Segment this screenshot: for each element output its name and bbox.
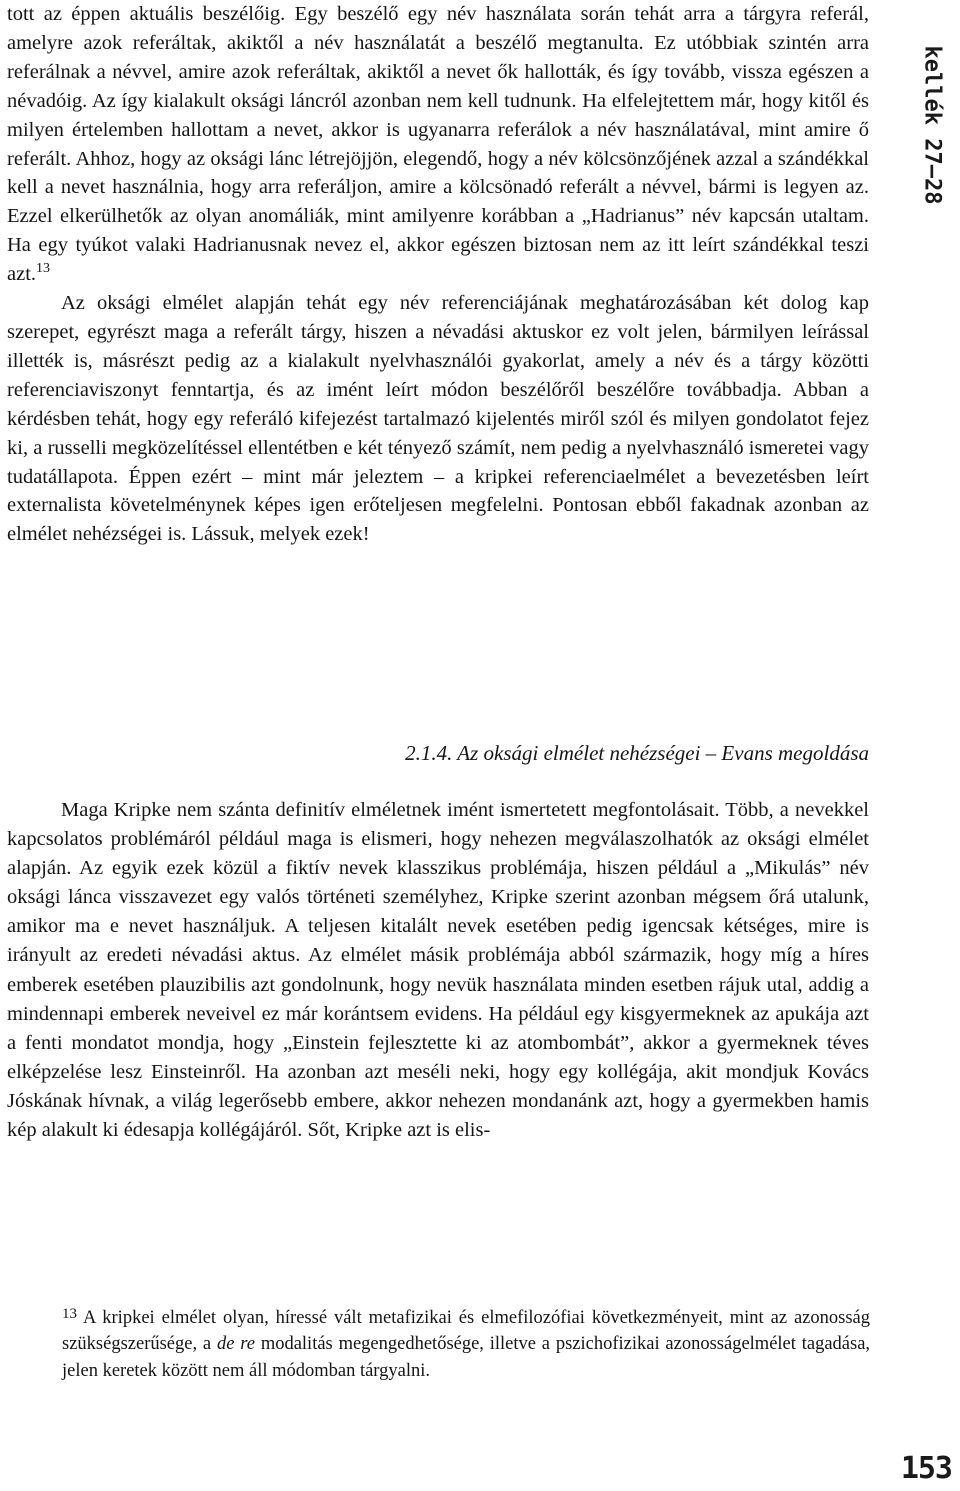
paragraph-text: tott az éppen aktuális beszélőig. Egy beszélő egy név használata során tehát arra a tárgyra referál, amelyre azok referáltak, akiktől a név használatát a beszélő megtanulta. Ez utóbbiak szintén arra referálnak a névvel, amire azok referáltak, akiktől a nevet ők hallották, és így tovább, vissza egészen a névadóig. Az így kialakult oksági láncról azonban nem kell tudnunk. Ha elfelejtettem már, hogy kitől és milyen értelemben hallottam a nevet, akkor is ugyanarra referálok a név használatával, mint amire ő referált. Ahhoz, hogy az oksági lánc létrejöjjön, elegendő, hogy a név kölcsönzőjének azzal a szándékkal kell a nevet használnia, hogy arra referáljon, amire a kölcsönadó referált a névvel, bármi is legyen az. Ezzel elkerülhetők az olyan anomáliák, mint amilyenre korábban a „Hadrianus” név kapcsán utaltam. Ha egy tyúkot valaki Hadrianusnak nevez el, akkor egészen biztosan nem az itt leírt szándékkal teszi azt. [7, 3, 869, 286]
footnote-text-a: A kripkei elmélet olyan, híressé vált metafizikai és elmefilozófiai következményeit, mint az azonosság szükségszerűsége, a [62, 1308, 870, 1355]
footnote-text-b: modalitás megengedhetősége, illetve a pszichofizikai azonosságelmélet tagadása, jelen keretek között nem áll módomban tárgyalni. [62, 1334, 871, 1381]
page-number: 153 [900, 1451, 952, 1486]
paragraph-continued [7, 0, 869, 289]
running-head-text: kellék 27–28 [919, 45, 945, 205]
section-body [7, 796, 869, 1145]
body-text [7, 0, 869, 549]
footnote-text [62, 1301, 870, 1384]
running-head [912, 30, 952, 220]
paragraph: Az oksági elmélet alapján tehát egy név referenciájának meghatározásában két dolog kap szerepet, egyrészt maga a referált tárgy, hiszen a névadási aktuskor ez volt jelen, bármilyen leírással illették is, másrészt pedig az a kialakult nyelvhasználói gyakorlat, amely a név és a tárgy közötti referenciaviszonyt fenntartja, és az imént leírt módon beszélőről beszélőre továbbadja. Abban a kérdésben tehát, hogy egy referáló kifejezést tartalmazó kijelentés miről szól és milyen gondolatot fejez ki, a russelli megközelítéssel ellentétben e két tényező számít, nem pedig a nyelvhasználó ismeretei vagy tudatállapota. Éppen ezért – mint már jeleztem – a kripkei referenciaelmélet a bevezetésben leírt externalista követelménynek képes igen erőteljesen megfelelni. Pontosan ebből fakadnak azonban az elmélet nehézségei is. Lássuk, melyek ezek! [7, 292, 869, 546]
footnote-number: 13 [62, 1306, 77, 1322]
footnote [62, 1301, 870, 1384]
section-heading: 2.1.4. Az oksági elmélet nehézségei – Evans megoldása [405, 741, 869, 765]
footnote-reference[interactable]: 13 [36, 261, 51, 277]
footnote-italic: de re [216, 1334, 255, 1355]
paragraph: Maga Kripke nem szánta definitív elméletnek imént ismertetett megfontolásait. Több, a nevekkel kapcsolatos problémáról például maga is elismeri, hogy nehezen megválaszolhatók az oksági elmélet alapján. Az egyik ezek közül a fiktív nevek klasszikus problémája, hiszen például a „Mikulás” név oksági lánca visszavezet egy valós történeti személyhez, Kripke szerint azonban mégsem őrá utalunk, amikor ma e nevet használjuk. A teljesen kitalált nevek esetében pedig igencsak kétséges, mire is irányult az eredeti névadási aktus. Az elmélet másik problémája abból származik, hogy míg a híres emberek esetében plauzibilis azt gondolnunk, hogy nevük használata minden esetben rájuk utal, addig a mindennapi emberek neveivel ez már korántsem evidens. Ha például egy kisgyermeknek az apukája azt a fenti mondatot mondja, hogy „Einstein fejlesztette ki az atombombát”, akkor a gyermeknek téves elképzelése lesz Einsteinről. Ha azonban azt meséli neki, hogy egy kollégája, akit mondjuk Kovács Jóskának hívnak, a világ legerősebb embere, akkor nehezen mondanánk azt, hogy a gyermekben hamis kép alakult ki édesapja kollégájáról. Sőt, Kripke azt is elis- [7, 799, 869, 1142]
